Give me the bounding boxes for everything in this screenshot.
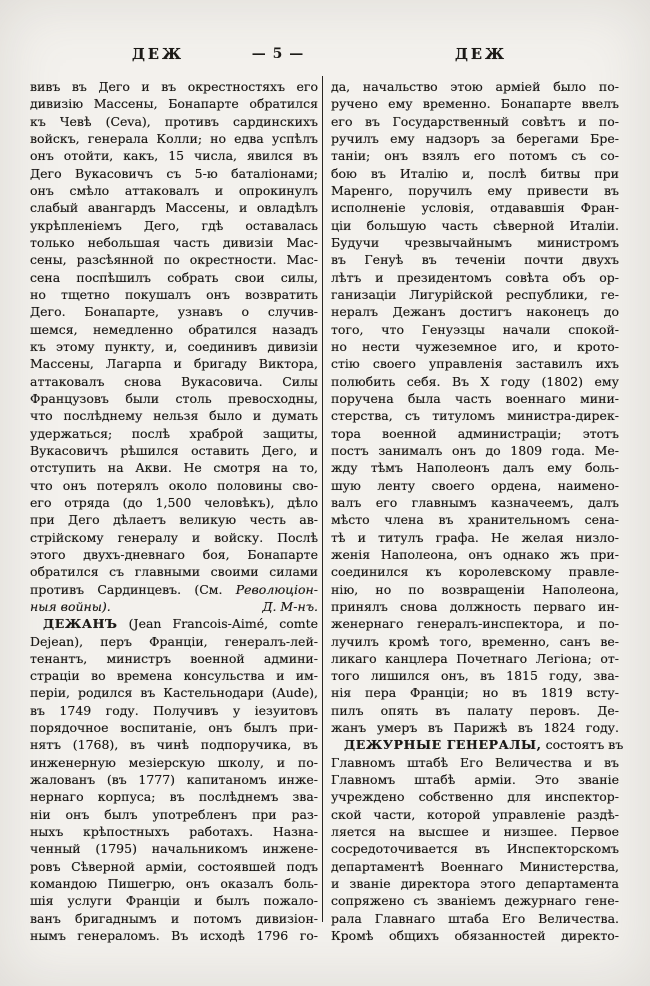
body-text: и званіе директора этого департамента xyxy=(331,876,619,892)
text-line xyxy=(30,338,318,355)
body-text: рала Главнаго штаба Его Величества. xyxy=(331,910,619,926)
body-text: состоятъ въ xyxy=(541,737,624,753)
body-text: отступить на Акви. Не смотря на то, xyxy=(30,460,318,476)
body-text: полюбить себя. Въ X году (1802) ему xyxy=(331,373,619,389)
text-line xyxy=(30,477,318,494)
body-text: нію, но по возвращеніи Наполеона, xyxy=(331,581,619,597)
text-line xyxy=(331,338,619,355)
text-line xyxy=(30,78,318,95)
text-line xyxy=(331,563,619,580)
text-line xyxy=(30,927,318,944)
text-line xyxy=(30,251,318,268)
body-text: укрѣпленіемъ Дего, гдѣ оставалась xyxy=(30,217,318,233)
body-text: ныхъ крѣпостныхъ работахъ. Назна- xyxy=(30,824,318,840)
body-text: ніи онъ былъ употребленъ при раз- xyxy=(30,806,318,822)
text-line xyxy=(331,130,619,147)
body-text: ванъ бригаднымъ и потомъ дивизіон- xyxy=(30,910,318,926)
text-line xyxy=(30,355,318,372)
entry-headword: ДЕЖУРНЫЕ ГЕНЕРАЛЫ, xyxy=(344,737,542,753)
body-text: (Jean Francois-Aimé, comte xyxy=(117,616,318,632)
right-text-column xyxy=(331,78,624,944)
body-text: женернаго генералъ-инспектора, и по- xyxy=(331,616,619,632)
text-line xyxy=(30,615,318,632)
body-text: ручено ему временно. Бонапарте ввелъ xyxy=(331,96,619,112)
text-line xyxy=(30,529,318,546)
text-line xyxy=(30,494,318,511)
text-line xyxy=(331,321,619,338)
body-text: его отряда (до 1,500 человѣкъ), дѣло xyxy=(30,494,318,510)
body-text: сопряжено съ званіемъ дежурнаго гене- xyxy=(331,893,619,909)
text-line xyxy=(30,910,318,927)
body-text: шую ленту своего ордена, наимено- xyxy=(331,477,619,493)
body-text: нятъ (1768), въ чинѣ подпоручика, въ xyxy=(30,737,318,753)
spacer xyxy=(111,598,263,615)
text-line xyxy=(30,459,318,476)
text-line xyxy=(331,147,619,164)
body-text: бою въ Италію и, послѣ битвы при xyxy=(331,165,619,181)
text-line xyxy=(30,754,318,771)
body-text: Французовъ были столь превосходны, xyxy=(30,390,318,406)
italic-text: Революціон- xyxy=(235,581,318,597)
body-text: того, что Генуэзцы начали спокой- xyxy=(331,321,619,337)
body-text: но тщетно покушалъ онъ возвратить xyxy=(30,286,318,302)
column-divider-rule xyxy=(322,76,323,922)
text-line xyxy=(331,459,619,476)
text-line xyxy=(331,615,619,632)
body-text: этого двухъ-дневнаго боя, Бонапарте xyxy=(30,546,318,562)
body-text: но нести чужеземное иго, и крото- xyxy=(331,338,619,354)
body-text: вивъ въ Дего и въ окрестностяхъ его xyxy=(30,79,318,94)
text-line xyxy=(331,771,619,788)
text-line xyxy=(30,113,318,130)
running-title-left: ДЕЖ xyxy=(132,46,184,63)
body-text: валъ его главнымъ казначеемъ, далъ xyxy=(331,494,619,510)
text-line xyxy=(30,650,318,667)
body-text: періи, родился въ Кастельнодари (Aude), xyxy=(30,685,318,701)
text-line xyxy=(331,806,619,823)
text-line xyxy=(331,182,619,199)
text-line xyxy=(331,875,619,892)
body-text: лѣтъ и президентомъ совѣта объ ор- xyxy=(331,269,619,285)
body-text: нералъ Дежанъ достигъ наконецъ до xyxy=(331,304,619,320)
body-text: командою Пишегрю, онъ оказалъ боль- xyxy=(30,876,318,892)
body-text: Вукасовичъ рѣшился оставить Дего, и xyxy=(30,442,318,458)
text-line xyxy=(331,546,619,563)
body-text: инженерную мезіерскую школу, и по- xyxy=(30,754,318,770)
body-text: что онъ потерялъ около половины сво- xyxy=(30,477,318,493)
text-line xyxy=(30,840,318,857)
text-line xyxy=(331,581,619,598)
body-text: противъ Сардинцевъ. (См. xyxy=(30,581,236,597)
text-line xyxy=(30,425,318,442)
body-text: въ 1749 году. Получивъ у іезуитовъ xyxy=(30,702,318,718)
body-text: учреждено собственно для инспектор- xyxy=(331,789,619,805)
body-text: онъ отойти, какъ, 15 числа, явился въ xyxy=(30,148,318,164)
text-line xyxy=(331,494,619,511)
text-line xyxy=(30,736,318,753)
body-text: жду тѣмъ Наполеонъ далъ ему боль- xyxy=(331,460,619,476)
body-text: ручилъ ему надзоръ за берегами Бре- xyxy=(331,130,619,146)
text-line xyxy=(331,113,619,130)
text-line xyxy=(30,684,318,701)
text-line xyxy=(331,702,619,719)
body-text: ляется на высшее и низшее. Первое xyxy=(331,824,619,840)
text-line xyxy=(30,165,318,182)
text-line xyxy=(30,771,318,788)
text-line xyxy=(331,823,619,840)
body-text: дивизію Массены, Бонапарте обратился xyxy=(30,96,318,112)
page-number: — 5 — xyxy=(251,46,305,62)
text-line xyxy=(331,303,619,320)
text-line xyxy=(30,130,318,147)
text-line xyxy=(331,199,619,216)
body-text: сосредоточивается въ Инспекторскомъ xyxy=(331,841,619,857)
body-text: тенантъ, министръ военной админи- xyxy=(30,650,318,666)
body-text: пилъ опять въ палату перовъ. Де- xyxy=(331,702,619,718)
text-line xyxy=(331,910,619,927)
text-line xyxy=(30,269,318,286)
entry-headword: ДЕЖАНЪ xyxy=(43,616,118,632)
body-text: его въ Государственный совѣтъ и по- xyxy=(331,113,619,129)
text-line xyxy=(331,788,619,805)
body-text: постъ занималъ онъ до 1809 года. Ме- xyxy=(331,442,619,458)
page-header xyxy=(0,46,650,68)
text-line xyxy=(331,892,619,909)
text-line xyxy=(331,754,619,771)
text-line xyxy=(30,598,318,615)
body-text: нернаго корпуса; въ послѣднемъ зва- xyxy=(30,789,318,805)
body-text: департаментѣ Военнаго Министерства, xyxy=(331,858,619,874)
text-line xyxy=(331,165,619,182)
text-line xyxy=(331,425,619,442)
body-text: Дего. Бонапарте, узнавъ о случив- xyxy=(30,304,318,320)
text-line xyxy=(331,840,619,857)
text-line xyxy=(331,633,619,650)
body-text: принялъ снова должность перваго ин- xyxy=(331,598,619,614)
body-text: ченный (1795) начальникомъ инжене- xyxy=(30,841,318,857)
body-text: Маренго, поручилъ ему привести въ xyxy=(331,182,619,198)
text-line xyxy=(30,581,318,598)
text-line xyxy=(331,373,619,390)
text-line xyxy=(331,927,619,944)
body-text: тора военной администраціи; этотъ xyxy=(331,425,619,441)
body-text: порядочное воспитаніе, онъ былъ при- xyxy=(30,720,318,736)
body-text: ликаго канцлера Почетнаго Легіона; от- xyxy=(331,650,619,666)
body-text: лучилъ кромѣ того, временно, санъ ве- xyxy=(331,633,619,649)
body-text: Главномъ штабѣ Его Величества и въ xyxy=(331,754,619,770)
body-text: ровъ Сѣверной арміи, состоявшей подъ xyxy=(30,858,318,874)
text-line xyxy=(30,373,318,390)
body-text: онъ смѣло аттаковалъ и опрокинулъ xyxy=(30,182,318,198)
body-text: обратился съ главными своими силами xyxy=(30,564,318,580)
text-line xyxy=(331,858,619,875)
body-text: Кромѣ общихъ обязанностей директо- xyxy=(331,928,619,944)
text-line xyxy=(331,78,619,95)
text-line xyxy=(331,355,619,372)
body-text: поручена была часть военнаго мини- xyxy=(331,390,619,406)
text-line xyxy=(30,95,318,112)
left-text-column xyxy=(30,78,318,944)
body-text: стію своего управленія заставилъ ихъ xyxy=(331,356,619,372)
text-line xyxy=(331,511,619,528)
body-text: удержаться; послѣ храброй защиты, xyxy=(30,425,318,441)
body-text: при Дего дѣлаетъ великую честь ав- xyxy=(30,512,318,528)
body-text: Дего Вукасовичъ съ 5-ю баталіонами; xyxy=(30,165,318,181)
body-text: стерства, съ титуломъ министра-дирек- xyxy=(331,408,619,424)
text-line xyxy=(30,892,318,909)
text-line xyxy=(331,736,624,753)
text-line xyxy=(331,477,619,494)
body-text: сены, разсѣянной по окрестности. Мас- xyxy=(30,252,318,268)
text-line xyxy=(30,303,318,320)
text-line xyxy=(30,719,318,736)
text-line xyxy=(30,407,318,424)
italic-text: Д. М-нъ. xyxy=(262,598,318,614)
text-line xyxy=(331,719,619,736)
text-line xyxy=(331,217,619,234)
body-text: аттаковалъ снова Вукасовича. Силы xyxy=(30,373,318,389)
text-line xyxy=(331,650,619,667)
text-line xyxy=(331,390,619,407)
body-text: Главномъ штабѣ арміи. Это званіе xyxy=(331,772,619,788)
body-text: Будучи чрезвычайнымъ министромъ xyxy=(331,234,619,250)
text-line xyxy=(331,529,619,546)
body-text: къ этому пункту, и, соединивъ дивизіи xyxy=(30,338,318,354)
body-text: жанъ умеръ въ Парижѣ въ 1824 году. xyxy=(331,720,619,736)
text-line xyxy=(30,321,318,338)
body-text: ской части, которой управленіе раздѣ- xyxy=(331,806,619,822)
text-line xyxy=(30,286,318,303)
text-line xyxy=(331,598,619,615)
body-text: нія пера Франціи; но въ 1819 всту- xyxy=(331,685,619,701)
body-text: что послѣднему нельзя было и думать xyxy=(30,408,318,424)
text-line xyxy=(30,823,318,840)
text-line xyxy=(331,234,619,251)
body-text: таніи; онъ взялъ его потомъ съ со- xyxy=(331,148,619,164)
body-text: ганизаціи Лигурійской республики, ге- xyxy=(331,286,619,302)
italic-text: ныя войны). xyxy=(30,598,111,614)
text-line xyxy=(30,563,318,580)
body-text: только небольшая часть дивизіи Мас- xyxy=(30,234,318,250)
body-text: да, начальство этою арміей было по- xyxy=(331,79,619,94)
text-line xyxy=(331,407,619,424)
text-line xyxy=(30,217,318,234)
text-line xyxy=(331,684,619,701)
text-line xyxy=(30,199,318,216)
body-text: ціи большую часть сѣверной Италіи. xyxy=(331,217,619,233)
text-line xyxy=(30,546,318,563)
text-line xyxy=(30,702,318,719)
text-line xyxy=(331,667,619,684)
body-text: жалованъ (въ 1777) капитаномъ инже- xyxy=(30,772,318,788)
body-text: Dejean), перъ Франціи, генералъ-лей- xyxy=(30,633,318,649)
body-text: нымъ генераломъ. Въ исходѣ 1796 го- xyxy=(30,928,318,944)
text-line xyxy=(331,442,619,459)
body-text: стрійскому генералу и войску. Послѣ xyxy=(30,529,318,545)
text-line xyxy=(331,251,619,268)
text-line xyxy=(331,95,619,112)
text-line xyxy=(30,511,318,528)
text-line xyxy=(30,390,318,407)
text-line xyxy=(30,633,318,650)
body-text: женія Наполеона, онъ однако жъ при- xyxy=(331,546,619,562)
body-text: въ Генуѣ въ теченіи почти двухъ xyxy=(331,252,619,268)
text-line xyxy=(30,182,318,199)
text-line xyxy=(30,806,318,823)
text-line xyxy=(30,667,318,684)
body-text: войскъ, генерала Колли; но едва успѣлъ xyxy=(30,130,318,146)
text-line xyxy=(331,286,619,303)
text-line xyxy=(30,858,318,875)
text-line xyxy=(30,234,318,251)
body-text: того лишился онъ, въ 1815 году, зва- xyxy=(331,668,619,684)
text-line xyxy=(30,788,318,805)
body-text: тѣ и титулъ графа. Не желая низло- xyxy=(331,529,619,545)
text-line xyxy=(331,269,619,286)
body-text: шія услуги Франціи и былъ пожало- xyxy=(30,893,318,909)
text-line xyxy=(30,875,318,892)
body-text: исполненіе условія, отдававшія Фран- xyxy=(331,200,619,216)
body-text: къ Чевѣ (Ceva), противъ сардинскихъ xyxy=(30,113,318,129)
body-text: шемся, немедленно обратился назадъ xyxy=(30,321,318,337)
body-text: Массены, Лагарпа и бригаду Виктора, xyxy=(30,356,318,372)
body-text: сена поспѣшилъ собрать свои силы, xyxy=(30,269,318,285)
text-line xyxy=(30,442,318,459)
text-line xyxy=(30,147,318,164)
body-text: страціи во времена консульства и им- xyxy=(30,668,318,684)
running-title-right: ДЕЖ xyxy=(455,46,507,63)
body-text: соединился къ королевскому правле- xyxy=(331,564,619,580)
body-text: слабый авангардъ Массены, и овладѣлъ xyxy=(30,200,318,216)
body-text: мѣсто члена въ хранительномъ сена- xyxy=(331,512,619,528)
